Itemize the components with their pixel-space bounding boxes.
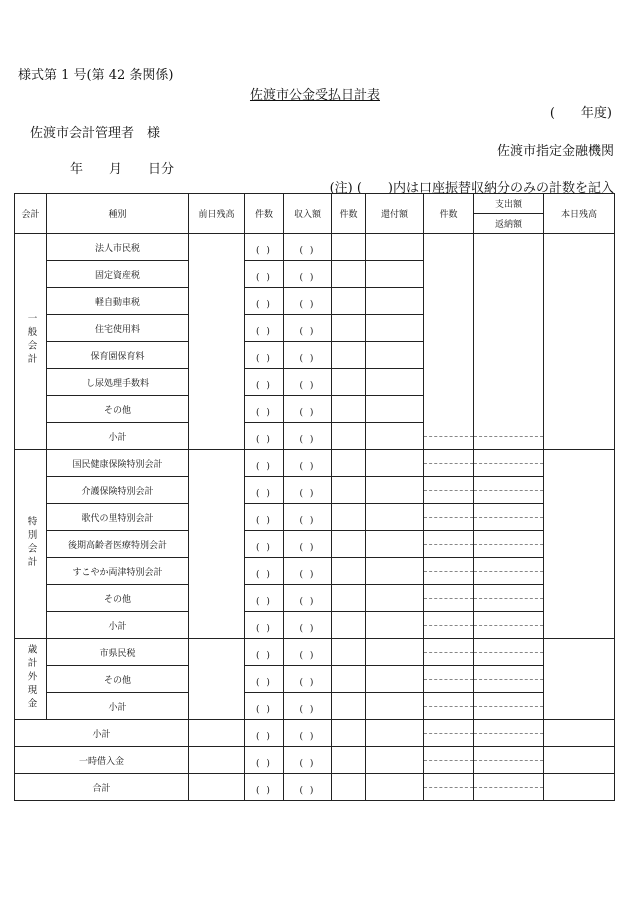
ledger-table (14, 193, 615, 801)
receipts-cell: ( ) (284, 693, 332, 720)
count-cell: ( ) (245, 342, 284, 369)
pay-count-cell (424, 666, 474, 693)
refunds-cell (366, 531, 424, 558)
balance-cell (544, 450, 615, 639)
refunds-cell (366, 774, 424, 801)
pay-count-cell (424, 693, 474, 720)
receipts-cell: ( ) (284, 477, 332, 504)
refunds-cell (366, 639, 424, 666)
receipts-cell: ( ) (284, 531, 332, 558)
header-payments: 支出額 (474, 194, 544, 214)
refund-count-cell (332, 423, 366, 450)
refund-count-cell (332, 504, 366, 531)
refunds-cell (366, 315, 424, 342)
receipts-cell: ( ) (284, 774, 332, 801)
payments-cell (474, 504, 544, 531)
count-cell: ( ) (245, 315, 284, 342)
table-row (15, 477, 615, 504)
refunds-cell (366, 423, 424, 450)
table-row (15, 747, 615, 774)
count-cell: ( ) (245, 747, 284, 774)
pay-count-cell (424, 504, 474, 531)
row-label: 小計 (47, 612, 189, 639)
bank-name: 佐渡市指定金融機関 (496, 144, 614, 159)
table-row (15, 720, 615, 747)
payments-cell (474, 450, 544, 477)
count-cell: ( ) (245, 720, 284, 747)
count-cell: ( ) (245, 558, 284, 585)
refunds-cell (366, 369, 424, 396)
pay-count-cell (424, 423, 474, 450)
refunds-cell (366, 666, 424, 693)
table-row (15, 774, 615, 801)
note: (注) ( )内は口座振替収納分のみの計数を記入 (329, 181, 614, 196)
prev-balance-cell (189, 234, 245, 450)
refunds-cell (366, 342, 424, 369)
header-prev-balance: 前日残高 (189, 194, 245, 234)
row-label: し尿処理手数料 (47, 369, 189, 396)
balance-cell (544, 774, 615, 801)
row-label: 国民健康保険特別会計 (47, 450, 189, 477)
receipts-cell: ( ) (284, 315, 332, 342)
table-row (15, 693, 615, 720)
page-title: 佐渡市公金受払日計表 (249, 88, 380, 103)
header-account: 会計 (15, 194, 47, 234)
refund-count-cell (332, 693, 366, 720)
receipts-cell: ( ) (284, 504, 332, 531)
row-label: 固定資産税 (47, 261, 189, 288)
row-label: すこやか両津特別会計 (47, 558, 189, 585)
payments-cell (474, 477, 544, 504)
total-label-grand: 合計 (15, 774, 189, 801)
header-type: 種別 (47, 194, 189, 234)
refunds-cell (366, 504, 424, 531)
refunds-cell (366, 288, 424, 315)
count-cell: ( ) (245, 666, 284, 693)
payments-cell (474, 531, 544, 558)
row-label: その他 (47, 396, 189, 423)
row-label: その他 (47, 666, 189, 693)
count-cell: ( ) (245, 261, 284, 288)
refund-count-cell (332, 531, 366, 558)
payments-cell (474, 423, 544, 450)
pay-count-cell (424, 234, 474, 423)
payments-cell (474, 774, 544, 801)
receipts-cell: ( ) (284, 558, 332, 585)
receipts-cell: ( ) (284, 666, 332, 693)
header-pay-count: 件数 (424, 194, 474, 234)
receipts-cell: ( ) (284, 261, 332, 288)
count-cell: ( ) (245, 639, 284, 666)
count-cell: ( ) (245, 396, 284, 423)
payments-cell (474, 612, 544, 639)
refund-count-cell (332, 666, 366, 693)
pay-count-cell (424, 558, 474, 585)
table-row (15, 531, 615, 558)
refund-count-cell (332, 720, 366, 747)
balance-cell (544, 234, 615, 450)
row-label: 介護保険特別会計 (47, 477, 189, 504)
refunds-cell (366, 261, 424, 288)
count-cell: ( ) (245, 612, 284, 639)
receipts-cell: ( ) (284, 369, 332, 396)
payments-cell (474, 693, 544, 720)
row-label: 歌代の里特別会計 (47, 504, 189, 531)
table-row (15, 504, 615, 531)
payments-cell (474, 558, 544, 585)
header-returns: 返納額 (474, 214, 544, 234)
form-number: 様式第 1 号(第 42 条関係) (18, 68, 174, 83)
receipts-cell: ( ) (284, 342, 332, 369)
count-cell: ( ) (245, 369, 284, 396)
refunds-cell (366, 612, 424, 639)
table-row (15, 423, 615, 450)
row-label: 市県民税 (47, 639, 189, 666)
refund-count-cell (332, 261, 366, 288)
table-row (15, 558, 615, 585)
refund-count-cell (332, 639, 366, 666)
receipts-cell: ( ) (284, 234, 332, 261)
pay-count-cell (424, 612, 474, 639)
refund-count-cell (332, 396, 366, 423)
payments-cell (474, 666, 544, 693)
refund-count-cell (332, 450, 366, 477)
pay-count-cell (424, 531, 474, 558)
count-cell: ( ) (245, 477, 284, 504)
refunds-cell (366, 720, 424, 747)
count-cell: ( ) (245, 423, 284, 450)
header-refund-count: 件数 (332, 194, 366, 234)
row-label: 住宅使用料 (47, 315, 189, 342)
refunds-cell (366, 747, 424, 774)
section-label-special (15, 450, 47, 639)
section-general-text: 一般会計 (25, 313, 37, 367)
receipts-cell: ( ) (284, 720, 332, 747)
pay-count-cell (424, 477, 474, 504)
row-label: 小計 (47, 423, 189, 450)
header-count: 件数 (245, 194, 284, 234)
count-cell: ( ) (245, 450, 284, 477)
receipts-cell: ( ) (284, 747, 332, 774)
receipts-cell: ( ) (284, 450, 332, 477)
table-row (15, 234, 615, 261)
table-row (15, 639, 615, 666)
table-row (15, 612, 615, 639)
refund-count-cell (332, 342, 366, 369)
header-refunds: 還付額 (366, 194, 424, 234)
pay-count-cell (424, 720, 474, 747)
payments-cell (474, 585, 544, 612)
receipts-cell: ( ) (284, 288, 332, 315)
refunds-cell (366, 585, 424, 612)
section-special-text: 特別会計 (25, 515, 37, 570)
header-balance: 本日残高 (544, 194, 615, 234)
section-label-external (15, 639, 47, 720)
receipts-cell: ( ) (284, 585, 332, 612)
fiscal-year: ( 年度) (549, 106, 612, 121)
pay-count-cell (424, 450, 474, 477)
row-label: 保育園保育料 (47, 342, 189, 369)
refund-count-cell (332, 369, 366, 396)
refund-count-cell (332, 288, 366, 315)
pay-count-cell (424, 585, 474, 612)
receipts-cell: ( ) (284, 639, 332, 666)
refund-count-cell (332, 774, 366, 801)
refund-count-cell (332, 558, 366, 585)
refunds-cell (366, 693, 424, 720)
section-external-text: 歳計外現金 (25, 643, 37, 712)
date-line: 年 月 日分 (70, 162, 175, 177)
receipts-cell: ( ) (284, 396, 332, 423)
row-label: 後期高齢者医療特別会計 (47, 531, 189, 558)
balance-cell (544, 639, 615, 720)
prev-balance-cell (189, 450, 245, 639)
table-row (15, 585, 615, 612)
total-label-subtotal: 小計 (15, 720, 189, 747)
prev-balance-cell (189, 639, 245, 720)
refunds-cell (366, 558, 424, 585)
count-cell: ( ) (245, 585, 284, 612)
balance-cell (544, 720, 615, 747)
refunds-cell (366, 396, 424, 423)
row-label: 小計 (47, 693, 189, 720)
section-label-general (15, 234, 47, 450)
count-cell: ( ) (245, 234, 284, 261)
header-receipts: 収入額 (284, 194, 332, 234)
payments-cell (474, 639, 544, 666)
receipts-cell: ( ) (284, 423, 332, 450)
balance-cell (544, 747, 615, 774)
pay-count-cell (424, 774, 474, 801)
refund-count-cell (332, 477, 366, 504)
prev-balance-cell (189, 720, 245, 747)
count-cell: ( ) (245, 504, 284, 531)
refund-count-cell (332, 747, 366, 774)
prev-balance-cell (189, 774, 245, 801)
refund-count-cell (332, 315, 366, 342)
receipts-cell: ( ) (284, 612, 332, 639)
table-row (15, 666, 615, 693)
refunds-cell (366, 234, 424, 261)
count-cell: ( ) (245, 774, 284, 801)
pay-count-cell (424, 639, 474, 666)
count-cell: ( ) (245, 693, 284, 720)
row-label: 軽自動車税 (47, 288, 189, 315)
total-label-loan: 一時借入金 (15, 747, 189, 774)
refund-count-cell (332, 612, 366, 639)
count-cell: ( ) (245, 288, 284, 315)
payments-cell (474, 234, 544, 423)
payments-cell (474, 747, 544, 774)
refund-count-cell (332, 234, 366, 261)
row-label: その他 (47, 585, 189, 612)
payments-cell (474, 720, 544, 747)
count-cell: ( ) (245, 531, 284, 558)
prev-balance-cell (189, 747, 245, 774)
refunds-cell (366, 477, 424, 504)
pay-count-cell (424, 747, 474, 774)
table-row (15, 450, 615, 477)
addressee: 佐渡市会計管理者 様 (30, 126, 161, 141)
row-label: 法人市民税 (47, 234, 189, 261)
refunds-cell (366, 450, 424, 477)
refund-count-cell (332, 585, 366, 612)
